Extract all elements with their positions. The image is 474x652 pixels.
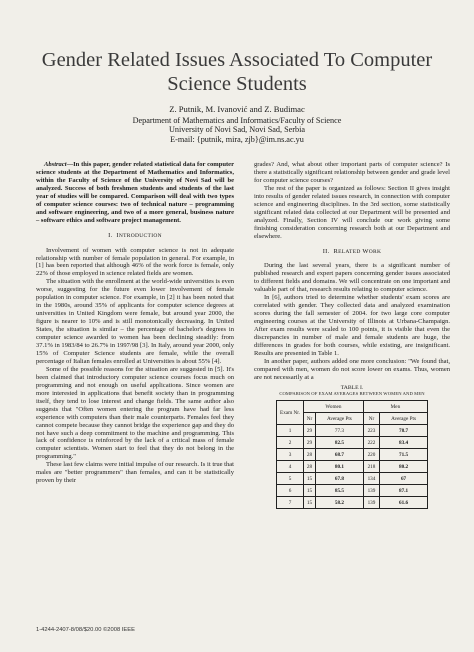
paragraph: The rest of the paper is organized as follows: Section II gives insight into results of gender related issues research, in connection with computer science and engineering disciplines. In the 3rd section, some statistically significant related data collected at our Department will be presented and analyzed. Finally, Section IV will conclude our work giving some finishing consideration concerning research both at our Department and elsewhere.	[254, 184, 450, 240]
abstract-lead: Abstract	[44, 161, 67, 168]
left-column	[36, 161, 234, 485]
cell-men-avg: 67	[380, 473, 428, 485]
table-row	[277, 497, 428, 509]
table-row	[277, 425, 428, 437]
copyright-footer: 1-4244-2407-8/08/$20.00 ©2008 IEEE	[36, 627, 136, 633]
right-column	[254, 161, 450, 509]
header-men: Men	[363, 401, 427, 413]
cell-men-avg: 78.7	[380, 425, 428, 437]
paragraph: grades? And, what about other important parts of computer science? Is there a statistically significant relationship between gender and grade level for computer science courses?	[254, 161, 450, 184]
cell-women-nr: 29	[304, 425, 316, 437]
paragraph: In [6], authors tried to determine whether students' exam scores are correlated with gender. They collected data and analyzed examination scores during the fall semester of 2004. for two large core computer engineering courses at the University of Illinois at Urbana-Champaign. After exam results were scaled to 100 points, it is visible that even the discrepancies in number of male and female students are huge, the differences in grades for both courses, while existing, are insignificant. Results are presented in Table 1.	[254, 294, 450, 357]
section-heading-related-work: II. RELATED WORK	[322, 247, 382, 255]
table-header-row	[277, 401, 428, 413]
cell-women-avg: 67.8	[316, 473, 364, 485]
paragraph: During the last several years, there is a significant number of published research and expert papers concerning gender issues associated to different fields and domains. We will concentrate on one important and valuable part of that, research results relating to computer science.	[254, 262, 450, 294]
header-exam-nr: Exam Nr.	[277, 401, 304, 425]
cell-men-avg: 80.2	[380, 461, 428, 473]
table-row	[277, 485, 428, 497]
cell-exam: 2	[277, 437, 304, 449]
header-women: Women	[304, 401, 364, 413]
section-heading-introduction: I. INTRODUCTION	[108, 231, 162, 239]
cell-women-avg: 85.5	[316, 485, 364, 497]
cell-women-avg: 68.7	[316, 449, 364, 461]
affiliation-line: University of Novi Sad, Novi Sad, Serbia	[169, 125, 305, 135]
header-women-avg: Average Pts	[316, 413, 364, 425]
exam-averages-table	[276, 400, 428, 509]
cell-women-nr: 15	[304, 485, 316, 497]
author-names: Z. Putnik, M. Ivanović and Z. Budimac	[169, 104, 305, 114]
author-block	[20, 105, 454, 144]
author-email: E-mail: {putnik, mira, zjb}@im.ns.ac.yu	[170, 134, 304, 144]
cell-men-nr: 223	[363, 425, 379, 437]
table-label: TABLE I.	[340, 384, 364, 391]
paper-title: Gender Related Issues Associated To Computer Science Students	[41, 49, 433, 95]
cell-men-avg: 87.1	[380, 485, 428, 497]
header-men-nr: Nr	[363, 413, 379, 425]
cell-women-nr: 29	[304, 437, 316, 449]
paragraph: In another paper, authors added one more conclusion: "We found that, compared with men, women do not score lower on exams. Thus, women are not necessarily at a	[254, 357, 450, 381]
cell-exam: 1	[277, 425, 304, 437]
table-row	[277, 473, 428, 485]
cell-men-nr: 139	[363, 485, 379, 497]
paragraph: Some of the possible reasons for the situation are suggested in [5]. It's been claimed that introductory computer science courses focus much on programming and not enough on useful applications. Since women are more interested in applications that benefit society than in programming itself, they tend to lose interest and change fields. The same author also suggests that "Often women entering the program have had far less experience with computers than their male counterparts. Females feel they cannot compete because they cannot bridge the experience gap and they do not have such a deep commitment to the machine and programming. This lack of confidence is reinforced by the lack of a critical mass of female computer scientists. Women start to feel that they do not belong in the programming."	[36, 365, 234, 461]
header-men-avg: Average Pts	[380, 413, 428, 425]
cell-men-nr: 218	[363, 461, 379, 473]
cell-exam: 4	[277, 461, 304, 473]
cell-exam: 5	[277, 473, 304, 485]
paragraph: The situation with the enrollment at the world-wide universities is even worse, suggesting for the future even lower involvement of female population in computer science. For example, in [2] it has been noted that in the 1980s, around 35% of applicants for computer science degrees at universities in United Kingdom were female, but around year 2000, the figure is nearer to 10% and is still monotonically decreasing. In United States, the situation is similar – the percentage of bachelor's degrees in computer science awarded to women has been declining steadily: from 37.1% in 1983/84 to 26.7% in 1997/98 [3]. In Italy, around year 2000, only 15% of Computer Science students are female, while the overall percentage of Italian females enrolled at Universities is about 55% [4].	[36, 278, 234, 365]
abstract-text: —In this paper, gender related statistical data for computer science students at the Department of Mathematics and Informatics, within the Faculty of Science of the University of Novi Sad will be analyzed. Success of both freshmen students and students of the last year of studies will be compared. Comparison will deal with two types of computer science courses: two of technical nature – programming and software engineering, and two of a more general, business nature – software ethics and software project management.	[36, 161, 234, 224]
cell-exam: 6	[277, 485, 304, 497]
abstract	[36, 161, 234, 225]
cell-men-nr: 139	[363, 497, 379, 509]
cell-men-avg: 83.4	[380, 437, 428, 449]
header-women-nr: Nr	[304, 413, 316, 425]
cell-men-nr: 134	[363, 473, 379, 485]
cell-men-avg: 61.6	[380, 497, 428, 509]
cell-women-avg: 80.1	[316, 461, 364, 473]
cell-women-avg: 58.2	[316, 497, 364, 509]
cell-exam: 7	[277, 497, 304, 509]
table-row	[277, 461, 428, 473]
table-caption: COMPARISON OF EXAM AVERAGES BETWEEN WOMEN AND MEN	[279, 391, 425, 397]
table-row	[277, 449, 428, 461]
cell-men-nr: 220	[363, 449, 379, 461]
cell-exam: 3	[277, 449, 304, 461]
cell-women-avg: 77.3	[316, 425, 364, 437]
cell-women-nr: 15	[304, 473, 316, 485]
affiliation-line: Department of Mathematics and Informatics/Faculty of Science	[132, 115, 342, 125]
cell-men-avg: 71.5	[380, 449, 428, 461]
cell-women-nr: 28	[304, 461, 316, 473]
cell-women-nr: 15	[304, 497, 316, 509]
cell-women-avg: 82.5	[316, 437, 364, 449]
cell-women-nr: 28	[304, 449, 316, 461]
table-row	[277, 437, 428, 449]
paragraph: These last few claims were initial impulse of our research. Is it true that males are "better programmers" than females, and can it be statistically proven by their	[36, 461, 234, 485]
paragraph: Involvement of women with computer science is not in adequate relationship with number of female population in general. For example, in [1] has been reported that although 46% of the work force is female, only 22% of those employed in science related fields are women.	[36, 246, 234, 278]
cell-men-nr: 222	[363, 437, 379, 449]
